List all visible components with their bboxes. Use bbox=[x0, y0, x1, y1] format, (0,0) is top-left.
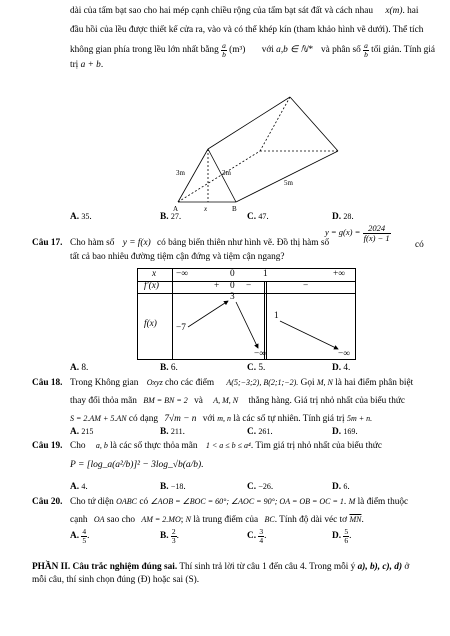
q16-option-d[interactable]: D. 28. bbox=[332, 212, 354, 222]
q18-option-b[interactable]: B. 211. bbox=[160, 427, 185, 437]
variation-arrows bbox=[138, 269, 355, 359]
q19-line-1: Cho a, b là các số thực thỏa mãn 1 < a ≤ b ≤ a⁴. Tìm giá trị nhỏ nhất của biểu thức bbox=[70, 441, 382, 451]
q18-number: Câu 18. bbox=[32, 378, 63, 388]
fraction-a-b-2: $\frac{a}{b}$ bbox=[364, 41, 368, 59]
row-label-fprime: f′(x) bbox=[144, 281, 159, 291]
q18-option-a[interactable]: A. 215 bbox=[70, 427, 94, 437]
q17-line-1: Cho hàm số y = f(x) có bảng biến thiên như hình vẽ. Đồ thị hàm số bbox=[70, 238, 330, 248]
q18-option-c[interactable]: C. 261. bbox=[247, 427, 273, 437]
q20-line-2: cạnh OA sao cho AM = 2.MO; N là trung điểm của BC. Tính độ dài véc tơ $\overline{MN}$. bbox=[70, 515, 364, 525]
part2-line-2: mỗi câu, thí sinh chọn đúng (Đ) hoặc sai (S). bbox=[32, 575, 200, 585]
intro-line-2: đầu hồi của lều được thiết kế cửa ra, vào và có thể khép kín (tham khảo hình vẽ dưới). Thể tích bbox=[70, 25, 424, 35]
q19-option-c[interactable]: C. −26. bbox=[247, 482, 274, 492]
q20-option-a[interactable]: A. $\frac{4}{5}$ . bbox=[70, 527, 90, 545]
f-val-neg-inf-2: −∞ bbox=[338, 349, 350, 359]
var-x-m: x(m) bbox=[385, 6, 403, 16]
fraction-a-b: $\frac{a}{b}$ bbox=[222, 41, 226, 59]
q19-expression: P = [log_a(a²/b)]² − 3log_√b(a/b). bbox=[70, 460, 204, 470]
q17-option-b[interactable]: B. 6. bbox=[160, 363, 178, 373]
g-fraction: $\frac{2024}{f(x) - 1}$ bbox=[363, 223, 390, 243]
f-val-neg7: −7 bbox=[176, 323, 186, 333]
f-val-1: 1 bbox=[274, 311, 279, 321]
row-label-x: x bbox=[152, 269, 157, 279]
q17-option-d[interactable]: D. 4. bbox=[332, 363, 351, 373]
label-x: x bbox=[204, 205, 208, 213]
variation-table bbox=[137, 268, 356, 360]
q19-number: Câu 19. bbox=[32, 441, 63, 451]
sign-zero: 0 bbox=[230, 281, 235, 291]
q20-line-1: Cho tứ diện OABC có ∠AOB = ∠BOC = 60°; ∠AOC = 90°; OA = OB = OC = 1. M là điểm thuộc bbox=[70, 497, 409, 507]
label-3m-left: 3m bbox=[176, 169, 185, 177]
label-b: B bbox=[232, 205, 237, 213]
label-a: A bbox=[173, 205, 179, 213]
q20-option-b[interactable]: B. $\frac{2}{3}$ . bbox=[160, 527, 179, 545]
x-pos-inf: +∞ bbox=[333, 269, 345, 279]
q17-co: có bbox=[415, 240, 424, 250]
label-5m: 5m bbox=[284, 179, 293, 187]
intro-line-3: không gian phía trong lều lớn nhất bằng $\frac{a}{b}$ (m³) với a,b ∈ ℕ* và phân số $\frac{a}{b}$ tối giản. Tính giá bbox=[70, 41, 436, 59]
q16-option-a[interactable]: A. 35. bbox=[70, 212, 92, 222]
intro-line-1: dài của tấm bạt sao cho hai mép cạnh chiều rộng của tấm bạt sát đất và cách nhau x(m). hai bbox=[70, 6, 419, 16]
q17-g-function: y = g(x) = $\frac{2024}{f(x) - 1}$ bbox=[325, 223, 390, 243]
label-3m-right: 3m bbox=[222, 169, 231, 177]
q17-number: Câu 17. bbox=[32, 238, 63, 248]
q17-option-c[interactable]: C. 5. bbox=[247, 363, 266, 373]
q20-number: Câu 20. bbox=[32, 497, 63, 507]
q19-option-a[interactable]: A. 4. bbox=[70, 482, 88, 492]
q19-option-d[interactable]: D. 6. bbox=[332, 482, 350, 492]
x-zero: 0 bbox=[230, 269, 235, 279]
intro-line-4: trị a + b. bbox=[70, 60, 104, 70]
sign-3: − bbox=[303, 281, 309, 291]
q18-line-1: Trong Không gian Oxyz cho các điểm A(5;−3;2), B(2;1;−2). Gọi M, N là hai điểm phân biệt bbox=[70, 378, 414, 388]
q19-option-b[interactable]: B. −18. bbox=[160, 482, 186, 492]
part2-heading: PHẦN II. Câu trắc nghiệm đúng sai. Thí sinh trả lời từ câu 1 đến câu 4. Trong mỗi ý a), b), c), d) ở bbox=[32, 562, 410, 572]
f-val-3: 3 bbox=[230, 292, 235, 302]
x-neg-inf: −∞ bbox=[176, 269, 188, 279]
x-one: 1 bbox=[263, 269, 268, 279]
tent-figure bbox=[150, 85, 350, 215]
sign-1: + bbox=[214, 281, 220, 291]
q17-option-a[interactable]: A. 8. bbox=[70, 363, 89, 373]
q16-option-b[interactable]: B. 27. bbox=[160, 212, 182, 222]
q20-option-d[interactable]: D. $\frac{5}{6}$ . bbox=[332, 527, 352, 545]
q17-line-2: tất cả bao nhiêu đường tiệm cận đứng và tiệm cận ngang? bbox=[70, 252, 285, 262]
q18-line-2: thay đổi thỏa mãn BM = BN = 2 và A, M, N thẳng hàng. Giá trị nhỏ nhất của biểu thức bbox=[70, 396, 406, 406]
row-label-f: f(x) bbox=[144, 319, 157, 329]
q18-option-d[interactable]: D. 169. bbox=[332, 427, 358, 437]
sign-2: − bbox=[246, 281, 252, 291]
q16-option-c[interactable]: C. 47. bbox=[247, 212, 269, 222]
f-val-neg-inf-1: −∞ bbox=[254, 349, 266, 359]
q20-option-c[interactable]: C. $\frac{3}{4}$ . bbox=[247, 527, 267, 545]
q18-line-3: S = 2.AM + 5.AN có dạng 7√m − n với m, n là các số tự nhiên. Tính giá trị 5m + n. bbox=[70, 414, 373, 424]
